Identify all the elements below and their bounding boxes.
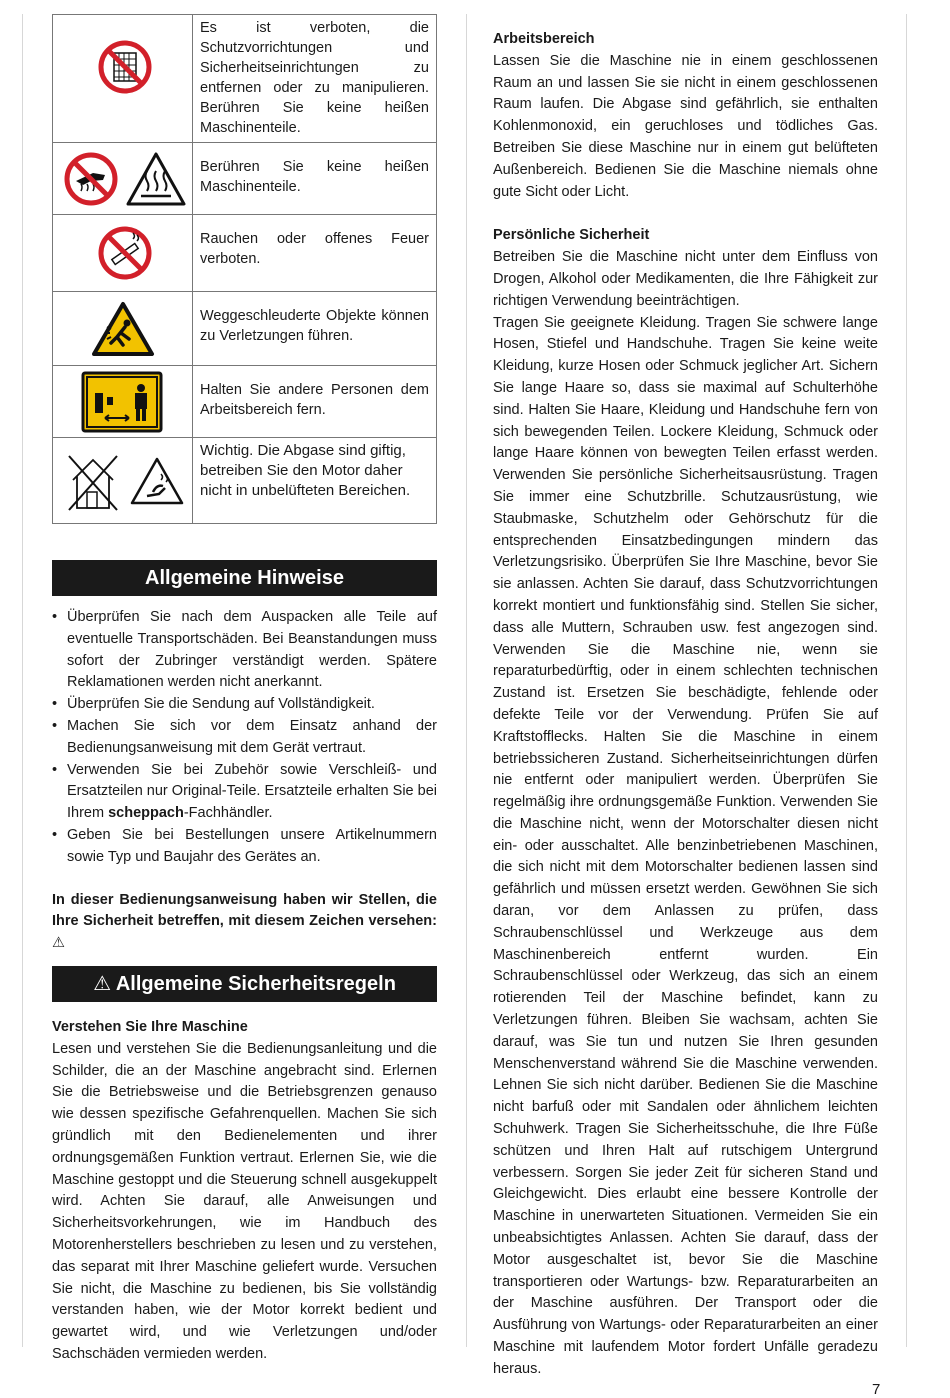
center-column-rule [466,14,467,1347]
general-notes-heading: Allgemeine Hinweise [52,560,437,596]
left-margin-rule [22,14,23,1347]
sign-text-label: Berühren Sie keine heißen Maschinenteile. [200,159,429,195]
sign-row [53,15,437,143]
right-column [493,29,878,1381]
safety-sign-note: In dieser Bedienungsanweisung haben wir Stellen, die Ihre Sicherheit betreffen, mit diesem Zeichen versehen: ⚠ [52,891,437,952]
sign-row [53,366,437,438]
sign-text [193,292,437,366]
section-title-personal-safety: Persönliche Sicherheit [493,227,650,244]
hot-surface-icon [125,151,187,207]
sign-text [193,143,437,215]
section-text-personal-safety-cont: Tragen Sie geeignete Kleidung. Tragen Sie schwere lange Hosen, Stiefel und Handschuhe. Tragen Sie keine weite Kleidung, kurze Hosen oder Schmuck jeglicher Art. Sichern Sie lange Haare so, dass sie maximal auf Schulterhöhe sind. Halten Sie Haare, Kleidung und Handschuhe fern von sich bewegenden Teilen. Lockere Kleidung, Schmuck oder lange Haare können von bewegten Teilen erfasst werden. Verwenden Sie persönliche Sicherheitsausrüstung. Tragen Sie immer eine Schutzbrille. Schutzausrüstung, wie Staubmaske, Schutzhelm oder Gehörschutz für die entsprechenden Einsatzbedingungen mindern das Verletzungsrisiko. Überprüfen Sie Ihre Maschine, bevor Sie sie anlassen. Achten Sie darauf, dass Schutzvorrichtungen korrekt montiert und funktionsfähig sind. Stellen Sie sicher, dass alle Muttern, Schrauben usw. fest angezogen sind. Verwenden Sie die Maschine nie, wenn sie reparaturbedürftig, oder in einem schlechten technischen Zustand ist. Ersetzen Sie beschädigte, fehlende oder defekte Teile vor der Verwendung. Prüfen Sie auf Kraftstofflecks. Halten Sie die Maschine in einem betriebssicheren Zustand. Sicherheitseinrichtungen dürfen nie entfernt oder manipuliert werden. Überprüfen Sie regelmäßig ihre ordnungsgemäße Funktion. Verwenden Sie die Maschine nicht, wenn der Motorschalter diesen nicht ein- oder ausschaltet. Alle benzinbetriebenen Maschinen, die sich nicht mit dem Motorschalter bedienen lassen sind gefährlich und müssen ersetzt werden. Gewöhnen Sie sich daran, vor dem Anlassen zu prüfen, dass Schraubenschlüssel und Werkzeuge aus dem Maschinenbereich entfernt wurden. Ein Schraubenschlüssel oder Werkzeug, das sich an einem rotierenden Teil der Maschine befindet, kann zu Verletzungen führen. Bleiben Sie wachsam, achten Sie darauf, was Sie tun und nutzen Sie Ihren gesunden Menschenverstand während Sie die Maschine verwenden. Lehnen Sie sich nicht darüber. Bedienen Sie die Maschine nicht barfuß oder mit Sandalen oder ähnlichem leichten Schuhwerk. Tragen Sie Sicherheitsschuhe, die Ihre Füße schützen und Ihren Halt auf rutschigem Untergrund verbessern. Sorgen Sie jeder Zeit für sicheren Stand und Gleichgewicht. Dies erlaubt eine bessere Kontrolle der Maschine in unerwarteten Situationen. Vermeiden Sie ein unbeabsichtigtes Anlassen. Achten Sie darauf, dass der Motor ausgeschaltet ist, bevor Sie die Maschine transportieren oder Wartungs- bzw. Reparaturarbeiten an der Maschine ausführen. Der Transport oder die Ausführung von Wartungs- oder Reparaturarbeiten an einer Maschine mit laufendem Motor fordert Unfälle geradezu heraus. [493,314,878,1377]
toxic-fumes-icon [129,456,185,506]
sign-text-label: Rauchen oder offenes Feuer verboten. [200,231,429,267]
safety-signs-table [52,14,437,524]
section-title-work-area: Arbeitsbereich [493,31,595,47]
sign-text-label: Halten Sie andere Personen dem Arbeitsbereich fern. [200,382,429,418]
sign-text: Es ist verboten, die Schutzvorrichtungen und Sicherheitseinrichtungen zu entfernen oder zu manipulieren. Berühren Sie keine heißen Maschinenteile. [193,15,437,143]
right-margin-rule [906,14,907,1347]
list-item-text: -Fachhändler. [183,805,273,822]
page-number: 7 [872,1381,881,1398]
flying-objects-icon [91,301,155,357]
sign-text [193,366,437,438]
no-removal-of-guards-icon [97,39,153,95]
list-item-text: Verwenden Sie bei Zubehör sowie Verschleiß- und Ersatzteilen nur Original-Teile. Ersatzteile erhalten Sie bei Ihrem [67,761,437,822]
sign-text [193,215,437,292]
general-notes-list [52,607,437,869]
list-item: • Überprüfen Sie die Sendung auf Vollständigkeit. [52,694,437,716]
no-indoor-use-icon [65,452,121,514]
sign-row [53,143,437,215]
brand-name: scheppach [108,805,184,822]
sign-text [193,438,437,524]
list-item: • Machen Sie sich vor dem Einsatz anhand der Bedienungsanweisung mit dem Gerät vertraut. [52,716,437,760]
section-title-understand: Verstehen Sie Ihre Maschine [52,1018,248,1035]
section-text-personal-safety: Betreiben Sie die Maschine nicht unter dem Einfluss von Drogen, Alkohol oder Medikamenten, die Ihre Fähigkeit zur richtigen Verwendung beeinträchtigen. [493,249,878,309]
keep-distance-icon [81,371,163,433]
sign-icon-cell [53,292,193,366]
no-smoking-icon [97,225,153,281]
list-item: • Geben Sie bei Bestellungen unsere Artikelnummern sowie Typ und Baujahr des Gerätes an. [52,825,437,869]
sign-text-label: Weggeschleuderte Objekte können zu Verletzungen führen. [200,308,429,344]
list-item [52,760,437,825]
sign-row [53,438,437,524]
sign-icon-cell [53,15,193,143]
sign-icon-cell [53,143,193,215]
sign-text-label: Wichtig. Die Abgase sind giftig, betreiben Sie den Motor daher nicht in unbelüfteten Bereichen. [200,442,411,499]
safety-rules-heading: ⚠ Allgemeine Sicherheitsregeln [52,966,437,1002]
sign-icon-cell [53,215,193,292]
sign-row [53,215,437,292]
sign-icon-cell [53,366,193,438]
section-text-work-area: Lassen Sie die Maschine nie in einem geschlossenen Raum an und lassen Sie sie nicht in einem geschlossenen Raum laufen. Die Abgase sind gefährlich, sie enthalten Kohlenmonoxid, ein geruchloses und tödliches Gas. Betreiben Sie diese Maschine nur in einem gut belüfteten Außenbereich. Bedienen Sie die Maschine niemals ohne gute Sicht oder Licht. [493,52,878,200]
sign-row [53,292,437,366]
section-text-understand: Lesen und verstehen Sie die Bedienungsanleitung und die Schilder, die an der Maschine angebracht sind. Erlernen Sie die Betriebsweise und die Betriebsgrenzen genauso wie dessen spezifische Gefahrenquellen. Machen Sie sich gründlich mit den Bedienelementen und ihrer ordnungsgemäßen Funktion vertraut. Erlernen Sie, wie die Maschine gestoppt und die Steuerung schnell ausgekuppelt wird. Achten Sie darauf, alle Anweisungen und Sicherheitsvorkehrungen, wie im Handbuch des Motorenherstellers beschrieben zu lesen und zu verstehen, das separat mit Ihrer Maschine geliefert wurde. Versuchen Sie nicht, die Maschine zu bedienen, bis Sie vollständig verstanden haben, wie der Motor korrekt bedient und gewartet wird, und wie Verletzungen und/oder Sachschäden vermieden werden. [52,1040,437,1362]
left-column [52,14,437,1366]
no-touch-hot-icon [63,151,119,207]
sign-icon-cell [53,438,193,524]
list-item: • Überprüfen Sie nach dem Auspacken alle Teile auf eventuelle Transportschäden. Bei Beanstandungen muss sofort der Zubringer verständigt werden. Spätere Reklamationen werden nicht anerkannt. [52,607,437,694]
